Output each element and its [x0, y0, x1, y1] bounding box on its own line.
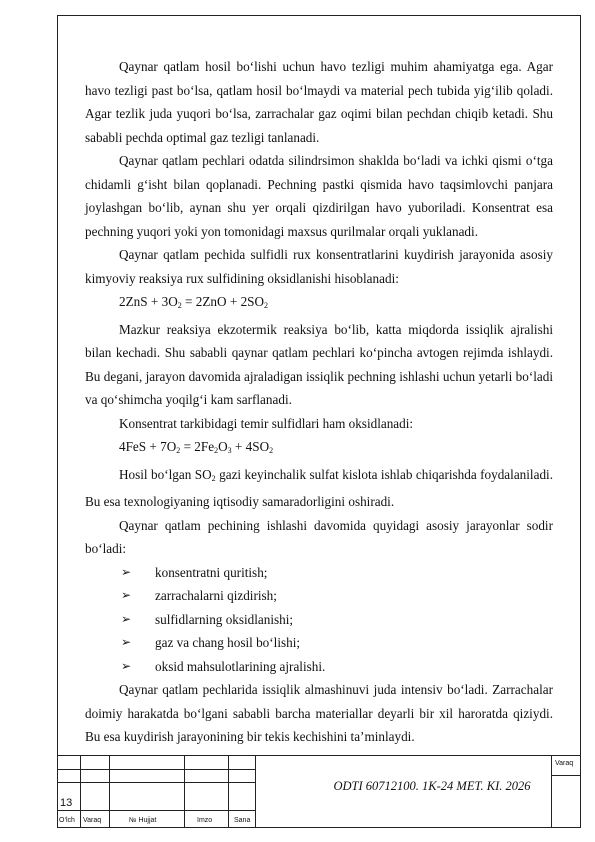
process-list	[85, 561, 553, 679]
label-olch: O‘lch	[59, 817, 75, 824]
label-imzo: Imzo	[197, 817, 213, 824]
formula-zns: $2ZnS + 3O_2 = 2ZnO + 2SO_2$	[119, 294, 269, 310]
list-item: ➢ zarrachalarni qizdirish;	[85, 584, 553, 608]
label-varaq-right: Varaq	[555, 760, 574, 767]
arrow-bullet-icon: ➢	[121, 611, 132, 626]
label-sana: Sana	[234, 817, 251, 824]
paragraph-5: Konsentrat tarkibidagi temir sulfidlari ham oksidlanadi:	[119, 415, 414, 431]
paragraph-7: Qaynar qatlam pechining ishlashi davomida quyidagi asosiy jarayonlar sodir bo‘ladi:	[85, 517, 553, 556]
paragraph-2: Qaynar qatlam pechlari odatda silindrsimon shaklda bo‘ladi va ichki qismi o‘tga chidamli g‘isht bilan qoplanadi. Pechning pastki qismida havo taqsimlovchi panjara joylashgan bo‘lib, aynan shu yer orqali qizdirilgan havo yuboriladi. Konsentrat esa pechning yuqori yoki yon tomonidagi maxsus qurilmalar orqali yuklanadi.	[85, 153, 553, 239]
arrow-bullet-icon: ➢	[121, 658, 132, 673]
formula-fes: $4FeS + 7O_2 = 2Fe_2O_3 + 4SO_2$	[119, 439, 274, 455]
paragraph-6: Hosil bo‘lgan $SO_2$ gazi keyinchalik sulfat kislota ishlab chiqarishda foydalaniladi. Bu esa texnologiyaning iqtisodiy samaradorligini oshiradi.	[85, 466, 554, 509]
document-body	[85, 55, 553, 749]
page-number: 13	[60, 797, 73, 809]
paragraph-8: Qaynar qatlam pechlarida issiqlik almashinuvi juda intensiv bo‘ladi. Zarrachalar doimiy harakatda bo‘lgani sababli barcha materiallar deyarli bir xil haroratda qiziydi. Bu esa kuydirish jarayonining bir tekis kechishini ta’minlaydi.	[85, 682, 553, 744]
label-varaq: Varaq	[83, 817, 102, 824]
arrow-bullet-icon: ➢	[121, 588, 132, 602]
arrow-bullet-icon: ➢	[121, 564, 132, 579]
title-block	[57, 755, 581, 828]
list-item: ➢ oksid mahsulotlarining ajralishi.	[85, 655, 553, 679]
paragraph-1: Qaynar qatlam hosil bo‘lishi uchun havo tezligi muhim ahamiyatga ega. Agar havo tezligi past bo‘lsa, qatlam hosil bo‘lmaydi va material pech tubida yig‘ilib qoladi. Agar tezlik juda yuqori bo‘lsa, zarrachalar gaz oqimi bilan pechdan chiqib ketadi. Shu sababli pechda optimal gaz tezligi tanlanadi.	[85, 59, 553, 145]
document-code: ODTI 60712100. 1K-24 MET. KI. 2026	[333, 779, 531, 793]
list-item: ➢ konsentratni quritish;	[85, 561, 553, 585]
list-item: ➢ sulfidlarning oksidlanishi;	[85, 608, 553, 632]
paragraph-3: Qaynar qatlam pechida sulfidli rux konsentratlarini kuydirish jarayonida asosiy kimyoviy reaksiya rux sulfidining oksidlanishi hisoblanadi:	[85, 247, 553, 286]
arrow-bullet-icon: ➢	[121, 635, 132, 649]
paragraph-4: Mazkur reaksiya ekzotermik reaksiya bo‘lib, katta miqdorda issiqlik ajralishi bilan kechadi. Shu sababli qaynar qatlam pechlari ko‘pincha avtogen rejimda ishlaydi. Bu degani, jarayon davomida ajraladigan issiqlik pechning ishlashi uchun yetarli bo‘ladi va qo‘shimcha yoqilg‘i kam sarflanadi.	[85, 321, 553, 407]
label-hujjat: № Hujjat	[129, 817, 157, 824]
list-item: ➢ gaz va chang hosil bo‘lishi;	[85, 631, 553, 655]
